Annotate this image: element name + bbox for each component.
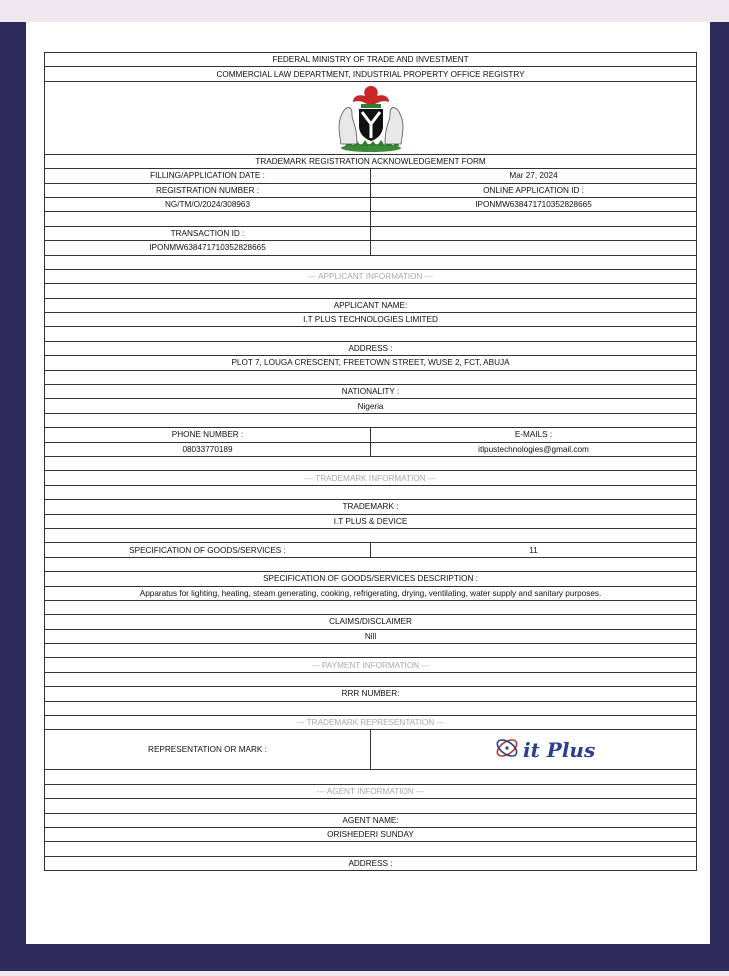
spacer-row (45, 413, 697, 427)
registration-number-value: NG/TM/O/2024/308963 (45, 197, 371, 211)
address-label: ADDRESS : (45, 341, 697, 355)
representation-mark-cell (371, 730, 697, 770)
registration-number-label: REGISTRATION NUMBER : (45, 183, 371, 197)
trademark-section-heading: --- TRADEMARK INFORMATION --- (45, 471, 697, 485)
background-pattern-top (0, 0, 729, 22)
spacer-row (45, 770, 697, 784)
spacer-row (45, 557, 697, 571)
agent-address-label: ADDRESS : (45, 856, 697, 870)
document-page (26, 22, 710, 944)
spacer-row (45, 456, 697, 470)
department-name: COMMERCIAL LAW DEPARTMENT, INDUSTRIAL PROPERTY OFFICE REGISTRY (45, 67, 697, 81)
claims-value: Nill (45, 629, 697, 643)
trademark-value: I.T PLUS & DEVICE (45, 514, 697, 528)
nigeria-coat-of-arms-icon (331, 82, 411, 154)
applicant-section-heading: --- APPLICANT INFORMATION --- (45, 269, 697, 283)
spacer-row (45, 528, 697, 542)
spacer-row (45, 600, 697, 614)
rrr-number-label: RRR NUMBER: (45, 687, 697, 701)
spacer-row (45, 284, 697, 298)
online-application-id-label: ONLINE APPLICATION ID : (371, 183, 697, 197)
claims-label: CLAIMS/DISCLAIMER (45, 615, 697, 629)
spacer-row (45, 799, 697, 813)
empty-cell (371, 241, 697, 255)
spec-goods-value: 11 (371, 543, 697, 557)
representation-section-heading: --- TRADEMARK REPRESENTATION --- (45, 716, 697, 730)
empty-cell (371, 226, 697, 240)
spec-goods-label: SPECIFICATION OF GOODS/SERVICES : (45, 543, 371, 557)
agent-section-heading: --- AGENT INFORMATION --- (45, 784, 697, 798)
phone-number-value: 08033770189 (45, 442, 371, 456)
agent-name-label: AGENT NAME: (45, 813, 697, 827)
representation-label: REPRESENTATION OR MARK : (45, 730, 371, 770)
form-title: TRADEMARK REGISTRATION ACKNOWLEDGEMENT FORM (45, 154, 697, 168)
spacer-row (45, 212, 371, 226)
applicant-name-value: I.T PLUS TECHNOLOGIES LIMITED (45, 313, 697, 327)
spacer-row (45, 370, 697, 384)
phone-number-label: PHONE NUMBER : (45, 428, 371, 442)
background-pattern-bottom (0, 971, 729, 976)
it-plus-logo-icon (493, 730, 595, 766)
applicant-name-label: APPLICANT NAME: (45, 298, 697, 312)
spacer-row (45, 485, 697, 499)
spacer-row (371, 212, 697, 226)
trademark-label: TRADEMARK : (45, 500, 697, 514)
online-application-id-value: IPONMW638471710352828665 (371, 197, 697, 211)
spacer-row (45, 255, 697, 269)
spacer-row (45, 842, 697, 856)
spec-description-value: Apparatus for lighting, heating, steam generating, cooking, refrigerating, drying, ventilating, water supply and sanitary purposes. (45, 586, 697, 600)
transaction-id-label: TRANSACTION ID : (45, 226, 371, 240)
emails-value: itlpustechnologies@gmail.com (371, 442, 697, 456)
payment-section-heading: --- PAYMENT INFORMATION --- (45, 658, 697, 672)
filing-date-value: Mar 27, 2024 (371, 169, 697, 183)
it-plus-logo-text: it Plus (522, 738, 595, 763)
spacer-row (45, 327, 697, 341)
spacer-row (45, 701, 697, 715)
spec-description-label: SPECIFICATION OF GOODS/SERVICES DESCRIPTION : (45, 572, 697, 586)
spacer-row (45, 672, 697, 686)
ministry-name: FEDERAL MINISTRY OF TRADE AND INVESTMENT (45, 53, 697, 67)
nationality-value: Nigeria (45, 399, 697, 413)
filing-date-label: FILLING/APPLICATION DATE : (45, 169, 371, 183)
emails-label: E-MAILS : (371, 428, 697, 442)
acknowledgement-form-table (44, 52, 697, 871)
coat-of-arms-cell (45, 81, 697, 154)
spacer-row (45, 644, 697, 658)
address-value: PLOT 7, LOUGA CRESCENT, FREETOWN STREET, WUSE 2, FCT, ABUJA (45, 356, 697, 370)
nationality-label: NATIONALITY : (45, 385, 697, 399)
agent-name-value: ORISHEDERI SUNDAY (45, 827, 697, 841)
transaction-id-value: IPONMW638471710352828665 (45, 241, 371, 255)
